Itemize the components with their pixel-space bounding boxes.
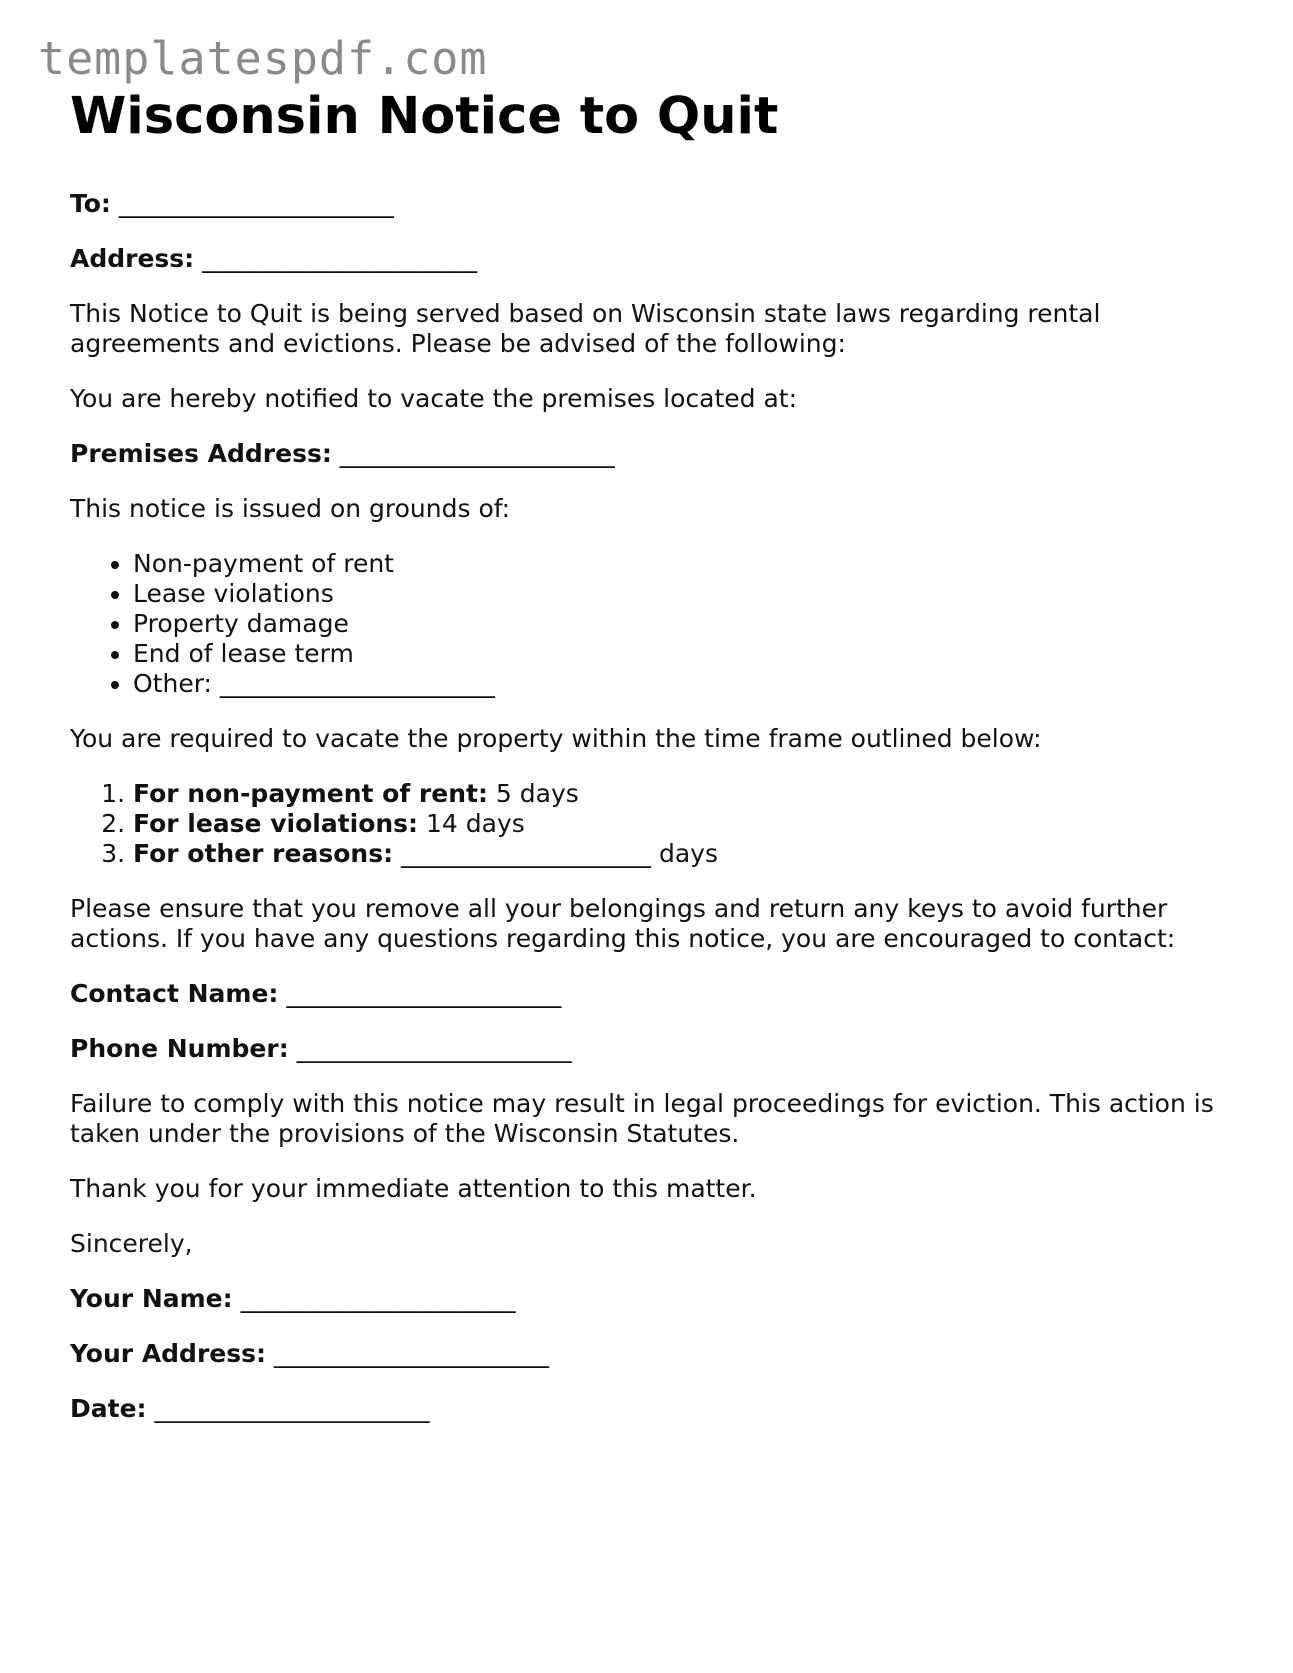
to-blank[interactable]: ______________________ [118, 188, 394, 218]
your-address-label: Your Address: [70, 1338, 266, 1368]
date-label: Date: [70, 1393, 147, 1423]
list-item: • End of lease term [133, 639, 1230, 669]
address-blank[interactable]: ______________________ [202, 243, 478, 273]
your-address-field [70, 1339, 1230, 1369]
contact-name-field [70, 979, 1230, 1009]
phone-number-field [70, 1034, 1230, 1064]
your-name-blank[interactable]: ______________________ [240, 1283, 516, 1313]
to-field [70, 189, 1230, 219]
to-label: To: [70, 188, 111, 218]
phone-number-blank[interactable]: ______________________ [296, 1033, 572, 1063]
timeframe-list [70, 779, 1230, 869]
vacate-line: You are hereby notified to vacate the premises located at: [70, 383, 798, 413]
other-reasons-days-blank[interactable]: ____________________ [401, 838, 652, 868]
list-item: • Non-payment of rent [133, 549, 1230, 579]
date-blank[interactable]: ______________________ [154, 1393, 430, 1423]
page-title: Wisconsin Notice to Quit [70, 87, 779, 146]
your-name-label: Your Name: [70, 1283, 233, 1313]
your-address-blank[interactable]: ______________________ [273, 1338, 549, 1368]
grounds-line: This notice is issued on grounds of: [70, 493, 511, 523]
grounds-list [70, 549, 1230, 699]
thanks-line: Thank you for your immediate attention to this matter. [70, 1173, 757, 1203]
other-reason-label: Other: [133, 668, 212, 698]
list-item: 2. For lease violations: 14 days [133, 809, 1230, 839]
premises-address-label: Premises Address: [70, 438, 332, 468]
list-item: 3. For other reasons: ____________________ days [133, 839, 1230, 869]
list-item: • Lease violations [133, 579, 1230, 609]
list-item [133, 669, 1230, 699]
watermark: templatespdf.com [38, 32, 488, 85]
address-label: Address: [70, 243, 195, 273]
contact-name-blank[interactable]: ______________________ [286, 978, 562, 1008]
intro-paragraph: This Notice to Quit is being served based on Wisconsin state laws regarding rental agreements and evictions. Please be advised of the following: [70, 298, 1101, 358]
timeframe-line: You are required to vacate the property within the time frame outlined below: [70, 723, 1042, 753]
premises-address-blank[interactable]: ______________________ [339, 438, 615, 468]
other-reason-blank[interactable]: ______________________ [219, 668, 495, 698]
phone-number-label: Phone Number: [70, 1033, 289, 1063]
failure-paragraph: Failure to comply with this notice may result in legal proceedings for eviction. This action is taken under the provisions of the Wisconsin Statutes. [70, 1088, 1214, 1148]
list-item: • Property damage [133, 609, 1230, 639]
ensure-paragraph: Please ensure that you remove all your belongings and return any keys to avoid further actions. If you have any questions regarding this notice, you are encouraged to contact: [70, 893, 1176, 953]
closing-line: Sincerely, [70, 1228, 193, 1258]
date-field [70, 1394, 1230, 1424]
premises-address-field [70, 439, 1230, 469]
address-field [70, 244, 1230, 274]
your-name-field [70, 1284, 1230, 1314]
list-item: 1. For non-payment of rent: 5 days [133, 779, 1230, 809]
contact-name-label: Contact Name: [70, 978, 279, 1008]
notice-document [70, 88, 1230, 1449]
